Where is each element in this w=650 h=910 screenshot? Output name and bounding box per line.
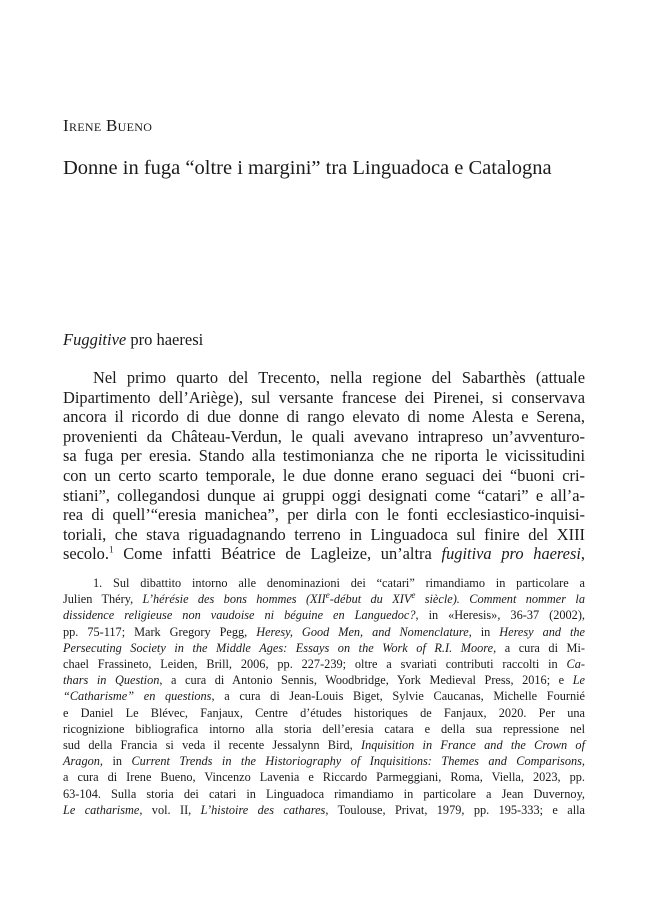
author-name: Irene Bueno <box>63 116 153 135</box>
body-line: ancora il ricordo di due donne di rango elevato di nome Alesta e Serena, <box>63 407 585 427</box>
footnote-italic: “Catharisme” en questions <box>63 689 212 704</box>
footnote-text: , a cura di Antonio Sennis, Woodbridge, York Medieval Press, 2016; e <box>159 673 573 688</box>
footnote-italic: L’histoire des cathares <box>200 802 326 817</box>
footnote-text: Julien Théry, <box>63 592 143 607</box>
body-line: sa fuga per eresia. Stando alla testimonianza che ne riporta le vicissitudini <box>63 446 585 466</box>
section-heading <box>63 330 203 350</box>
footnote-line: 63-104. Sulla storia dei catari in Linguadoca rimandiamo in particolare a Jean Duvernoy, <box>63 786 585 801</box>
footnote-text: , a cura di Mi- <box>493 640 585 655</box>
body-line: stiani”, collegandosi dunque ai gruppi oggi designati come “catari” e all’a- <box>63 485 585 505</box>
body-line-last <box>63 544 585 564</box>
footnote-italic: Persecuting Society in the Middle Ages: Essays on the Work of R.I. Moore <box>63 640 494 655</box>
footnote-text: , Toulouse, Privat, 1979, pp. 195-333; e alla <box>325 802 585 817</box>
footnote-text: pp. 75-117; Mark Gregory Pegg, <box>63 624 257 639</box>
footnote-text: , vol. II, <box>139 802 201 817</box>
body-line: con un certo scarto temporale, le due donne erano seguaci dei “buoni cri- <box>63 465 585 485</box>
footnote-line <box>63 640 585 656</box>
footnote-italic: dissidence religieuse non vaudoise ni béguine en Languedoc? <box>63 608 416 623</box>
footnote-text: , in «Heresis», 36-37 (2002), <box>415 608 585 623</box>
footnote-text: , <box>581 754 585 769</box>
footnote-text: sud della Francia si veda il recente Jessalynn Bird, <box>63 738 361 753</box>
footnote-line <box>63 737 585 753</box>
footnote-sup: e <box>411 590 416 601</box>
chapter-title: Donne in fuga “oltre i margini” tra Linguadoca e Catalogna <box>63 157 552 179</box>
footnote-line <box>63 802 585 818</box>
body-line: toriali, che stava riguadagnando terreno in Linguadoca sul finire del XIII <box>63 524 585 544</box>
footnote-text: chael Frassineto, Leiden, Brill, 2006, pp. 227-239; oltre a svariati contributi raccolti in <box>63 657 567 672</box>
body-line: provenienti da Château-Verdun, le quali avevano intrapreso un’avventuro- <box>63 426 585 446</box>
section-heading-rest: pro haeresi <box>126 330 204 349</box>
footnote-reference: 1 <box>108 544 114 555</box>
footnote-line: e Daniel Le Blévec, Fanjaux, Centre d’études historiques de Fanjaux, 2020. Per una <box>63 705 585 720</box>
section-heading-italic: Fuggitive <box>63 330 127 349</box>
body-line: Nel primo quarto del Trecento, nella regione del Sabarthès (attuale <box>93 368 585 387</box>
footnote-text: , a cura di Jean-Louis Biget, Sylvie Caucanas, Michelle Fournié <box>211 689 585 704</box>
footnote-italic: -début du XIV <box>329 592 412 607</box>
footnote-italic: Current Trends in the Historiography of Inquisitions: Themes and Comparisons <box>131 754 582 769</box>
footnote-italic: Heresy, Good Men, and Nomenclature <box>256 624 469 639</box>
footnote <box>63 575 585 818</box>
footnote-line <box>63 656 585 672</box>
footnote-italic: thars in Question <box>63 673 160 688</box>
footnote-line <box>63 753 585 769</box>
footnote-text: , in <box>99 754 132 769</box>
footnote-line <box>63 591 585 607</box>
footnote-text: , in <box>468 624 500 639</box>
footnote-line <box>63 624 585 640</box>
body-text: secolo. <box>63 544 109 564</box>
body-line: Dipartimento dell’Ariège), sul versante francese dei Pirenei, si conservava <box>63 387 585 407</box>
footnote-italic: Aragon <box>63 754 100 769</box>
footnote-line: 1. Sul dibattito intorno alle denominazioni dei “catari” rimandiamo in particolare a <box>93 576 585 590</box>
footnote-line: ricognizione bibliografica intorno alla storia dell’eresia catara e della sua repressione nel <box>63 721 585 736</box>
footnote-italic: Ca- <box>566 657 585 672</box>
footnote-line <box>63 607 585 623</box>
footnote-line <box>63 672 585 688</box>
footnote-italic: Inquisition in France and the Crown of <box>361 738 585 753</box>
body-line: rea di quell’“eresia manichea”, per dirla con le fonti ecclesiastico-inquisi- <box>63 505 585 525</box>
footnote-line: a cura di Irene Bueno, Vincenzo Lavenia e Riccardo Parmeggiani, Roma, Viella, 2023, pp. <box>63 770 585 785</box>
footnote-sup: e <box>325 590 330 601</box>
footnote-line <box>63 688 585 704</box>
body-text: , <box>580 544 586 564</box>
body-italic-text: fugitiva pro haeresi <box>441 544 581 564</box>
footnote-italic: L’hérésie des bons hommes (XII <box>142 592 326 607</box>
footnote-italic: Le <box>572 673 585 688</box>
body-text: Come infatti Béatrice de Lagleize, un’altra <box>113 544 442 564</box>
body-paragraph <box>63 368 585 564</box>
footnote-italic: siècle). Comment nommer la <box>415 592 585 607</box>
footnote-italic: Le catharisme <box>63 802 140 817</box>
footnote-italic: Heresy and the <box>499 624 585 639</box>
